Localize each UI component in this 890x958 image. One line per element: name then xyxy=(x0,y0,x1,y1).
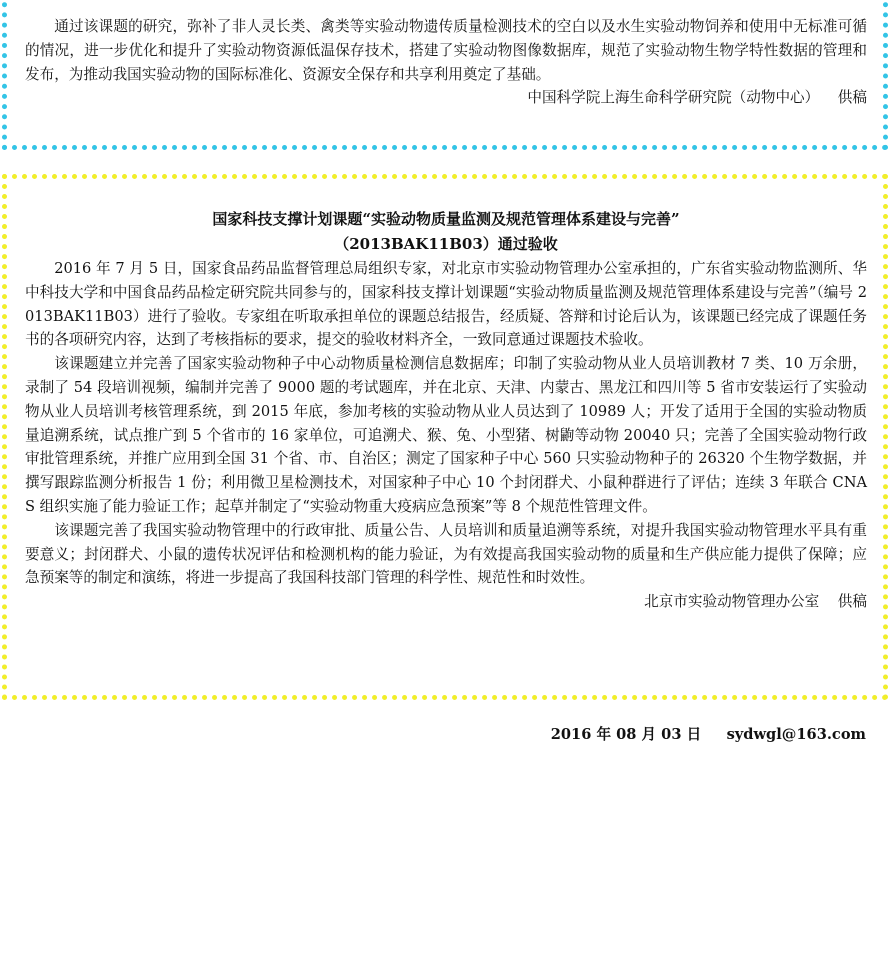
box2-title-line1: 国家科技支撑计划课题“实验动物质量监测及规范管理体系建设与完善” xyxy=(212,210,680,228)
box2-credit xyxy=(25,590,867,614)
box1-credit xyxy=(25,86,867,110)
footer-date-email xyxy=(551,723,866,744)
box2-paragraph-2: 该课题建立并完善了国家实验动物种子中心动物质量检测信息数据库；印制了实验动物从业人员培训教材 7 类、10 万余册，录制了 54 段培训视频，编制并完善了 9000 题的考试题库，并在北京、天津、内蒙古、黑龙江和四川等 5 省市安装运行了实验动物从业人员培训考核管理系统，到 2015 年底，参加考核的实验动物从业人员达到了 10989 人；开发了适用于全国的实验动物质量追溯系统，试点推广到 5 个省市的 16 家单位，可追溯犬、猴、兔、小型猪、树鼩等动物 20040 只；完善了全国实验动物行政审批管理系统，并推广应用到全国 31 个省、市、自治区；测定了国家种子中心 560 只实验动物种子的 26320 个生物学数据，并撰写跟踪监测分析报告 1 份；利用微卫星检测技术，对国家种子中心 10 个封闭群犬、小鼠种群进行了评估；连续 3 年联合 CNAS 组织实施了能力验证工作；起草并制定了“实验动物重大疫病应急预案”等 8 个规范性管理文件。 xyxy=(25,355,867,515)
box1-credit-org: 中国科学院上海生命科学研究院（动物中心） xyxy=(527,89,820,107)
box2-title-line2: （2013BAK11B03）通过验收 xyxy=(334,235,558,253)
footer-date: 2016 年 08 月 03 日 xyxy=(550,726,702,743)
box2-credit-org: 北京市实验动物管理办公室 xyxy=(644,593,820,611)
news-box-beijing xyxy=(2,174,888,700)
footer-email: sydwgl@163.com xyxy=(726,726,866,743)
news-box-shanghai xyxy=(2,0,888,150)
box2-paragraph-3: 该课题完善了我国实验动物管理中的行政审批、质量公告、人员培训和质量追溯等系统，对提升我国实验动物管理水平具有重要意义；封闭群犬、小鼠的遗传状况评估和检测机构的能力验证，为有效提高我国实验动物的质量和生产供应能力提供了保障；应急预案等的制定和演练，将进一步提高了我国科技部门管理的科学性、规范性和时效性。 xyxy=(25,521,867,587)
box2-credit-suffix: 供稿 xyxy=(837,593,867,611)
box1-paragraph: 通过该课题的研究，弥补了非人灵长类、禽类等实验动物遗传质量检测技术的空白以及水生实验动物饲养和使用中无标准可循的情况，进一步优化和提升了实验动物资源低温保存技术，搭建了实验动物图像数据库，规范了实验动物生物学特性数据的管理和发布，为推动我国实验动物的国际标准化、资源安全保存和共享利用奠定了基础。 xyxy=(25,18,867,83)
box1-credit-suffix: 供稿 xyxy=(837,89,867,107)
box2-paragraph-1: 2016 年 7 月 5 日，国家食品药品监督管理总局组织专家，对北京市实验动物管理办公室承担的，广东省实验动物监测所、华中科技大学和中国食品药品检定研究院共同参与的，国家科技支撑计划课题“实验动物质量监测及规范管理体系建设与完善”（编号 2013BAK11B03）进行了验收。专家组在听取承担单位的课题总结报告，经质疑、答辩和讨论后认为，该课题已经完成了课题任务书的各项研究内容，达到了考核指标的要求，提交的验收材料齐全，一致同意通过课题技术验收。 xyxy=(25,260,867,349)
